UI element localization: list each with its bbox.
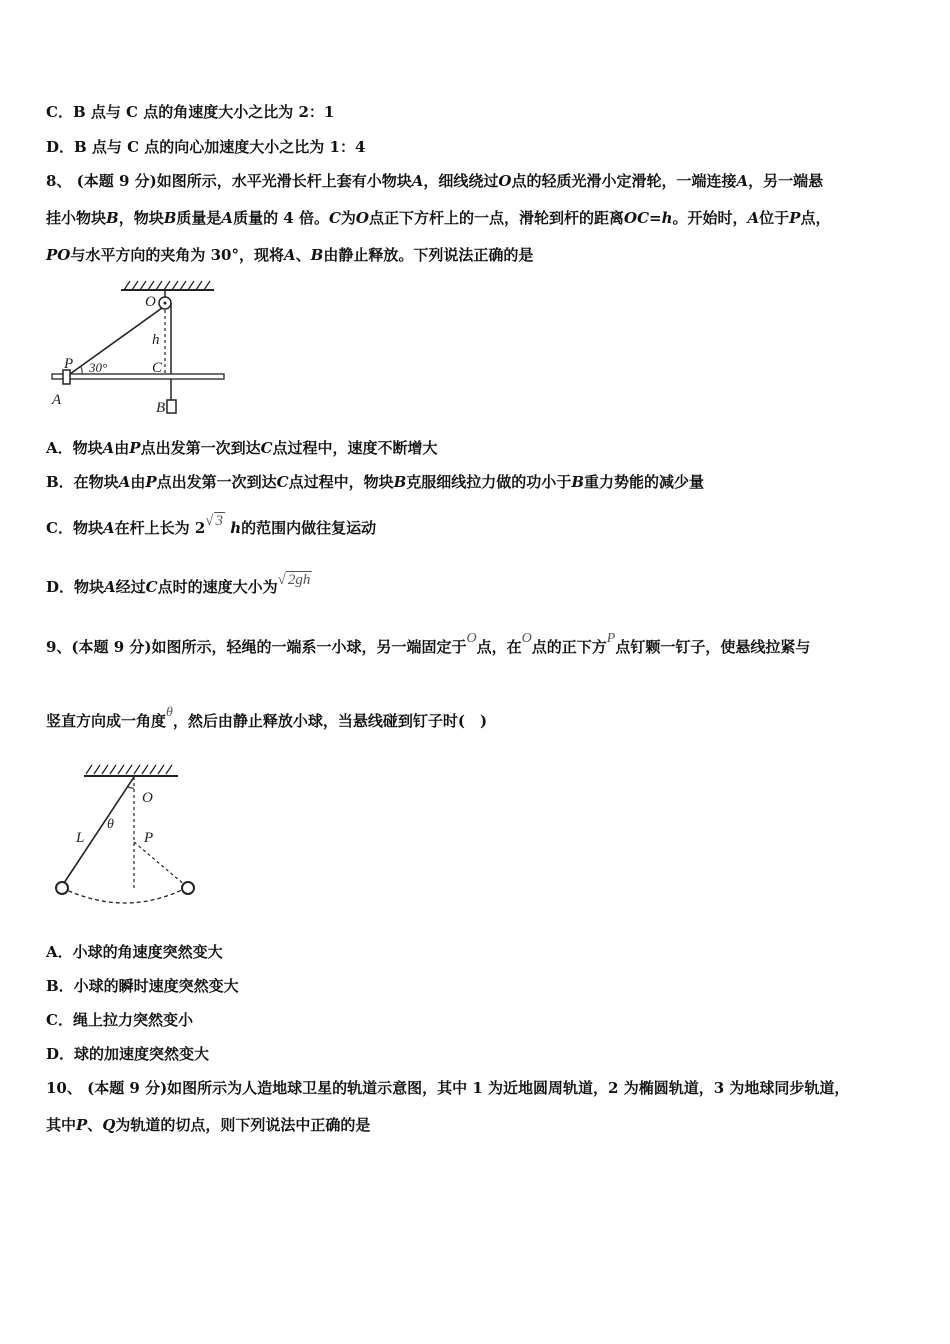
fig9-label-theta: θ: [107, 817, 114, 832]
fig8-label-h: h: [152, 332, 160, 348]
q8-stem-line1: 8、 (本题 9 分)如图所示，水平光滑长杆上套有小物块A，细线绕过O点的轻质光滑小定滑轮，一端连接A，另一端悬: [46, 172, 824, 190]
fig8-label-b: B: [156, 400, 166, 416]
q7-option-c: C．B 点与 C 点的角速度大小之比为 2：1: [46, 103, 335, 121]
fig8-label-a: A: [52, 392, 62, 408]
q8-option-b: B．在物块A由P点出发第一次到达C点过程中，物块B克服细线拉力做的功小于B重力势能的减少量: [46, 473, 705, 491]
q9-option-b: B．小球的瞬时速度突然变大: [46, 977, 239, 995]
fig8-label-p: P: [64, 356, 74, 372]
q9-option-d: D．球的加速度突然变大: [46, 1045, 210, 1063]
fig8-label-angle: 30°: [89, 360, 108, 375]
q9-stem-line1: 9、(本题 9 分)如图所示，轻绳的一端系一小球，另一端固定于O点，在O点的正下方P点钉颗一钉子，使悬线拉紧与: [46, 631, 811, 656]
q8-pulley-figure: [46, 276, 236, 421]
q8-stem-line2: 挂小物块B，物块B质量是A质量的 4 倍。C为O点正下方杆上的一点，滑轮到杆的距离OC=h。开始时，A位于P点，: [46, 209, 831, 227]
q10-stem-line1: 10、 (本题 9 分)如图所示为人造地球卫星的轨道示意图，其中 1 为近地圆周轨道，2 为椭圆轨道，3 为地球同步轨道，: [46, 1079, 850, 1097]
q8-stem-line3: PO与水平方向的夹角为 30°，现将A、B由静止释放。下列说法正确的是: [46, 246, 534, 264]
ball-left-icon: [56, 882, 68, 894]
q10-stem-line2: 其中P、Q为轨道的切点，则下列说法中正确的是: [46, 1116, 371, 1134]
block-a-icon: [63, 370, 70, 384]
q9-pendulum-figure: [46, 760, 206, 915]
q8-option-a: A．物块A由P点出发第一次到达C点过程中，速度不断增大: [46, 439, 438, 457]
ball-right-icon: [182, 882, 194, 894]
q9-stem-line2: 竖直方向成一角度θ，然后由静止释放小球，当悬线碰到钉子时( ): [46, 705, 488, 730]
block-b-icon: [167, 400, 176, 413]
sqrt-2gh-formula: √ 2gh: [277, 572, 311, 588]
fig8-label-o: O: [145, 294, 156, 310]
q8-option-c: C．物块A在杆上长为 2√ 3 h的范围内做往复运动: [46, 513, 377, 537]
q9-option-a: A．小球的角速度突然变大: [46, 943, 223, 961]
sqrt3-formula: √ 3: [205, 513, 223, 529]
fig9-label-p: P: [144, 830, 154, 846]
q9-option-c: C．绳上拉力突然变小: [46, 1011, 193, 1029]
fig9-label-o: O: [142, 790, 153, 806]
fig9-label-l: L: [76, 830, 85, 846]
q8-option-d: D．物块A经过C点时的速度大小为√ 2gh: [46, 572, 311, 596]
fig8-label-c: C: [152, 360, 163, 376]
q7-option-d: D．B 点与 C 点的向心加速度大小之比为 1：4: [46, 138, 366, 156]
